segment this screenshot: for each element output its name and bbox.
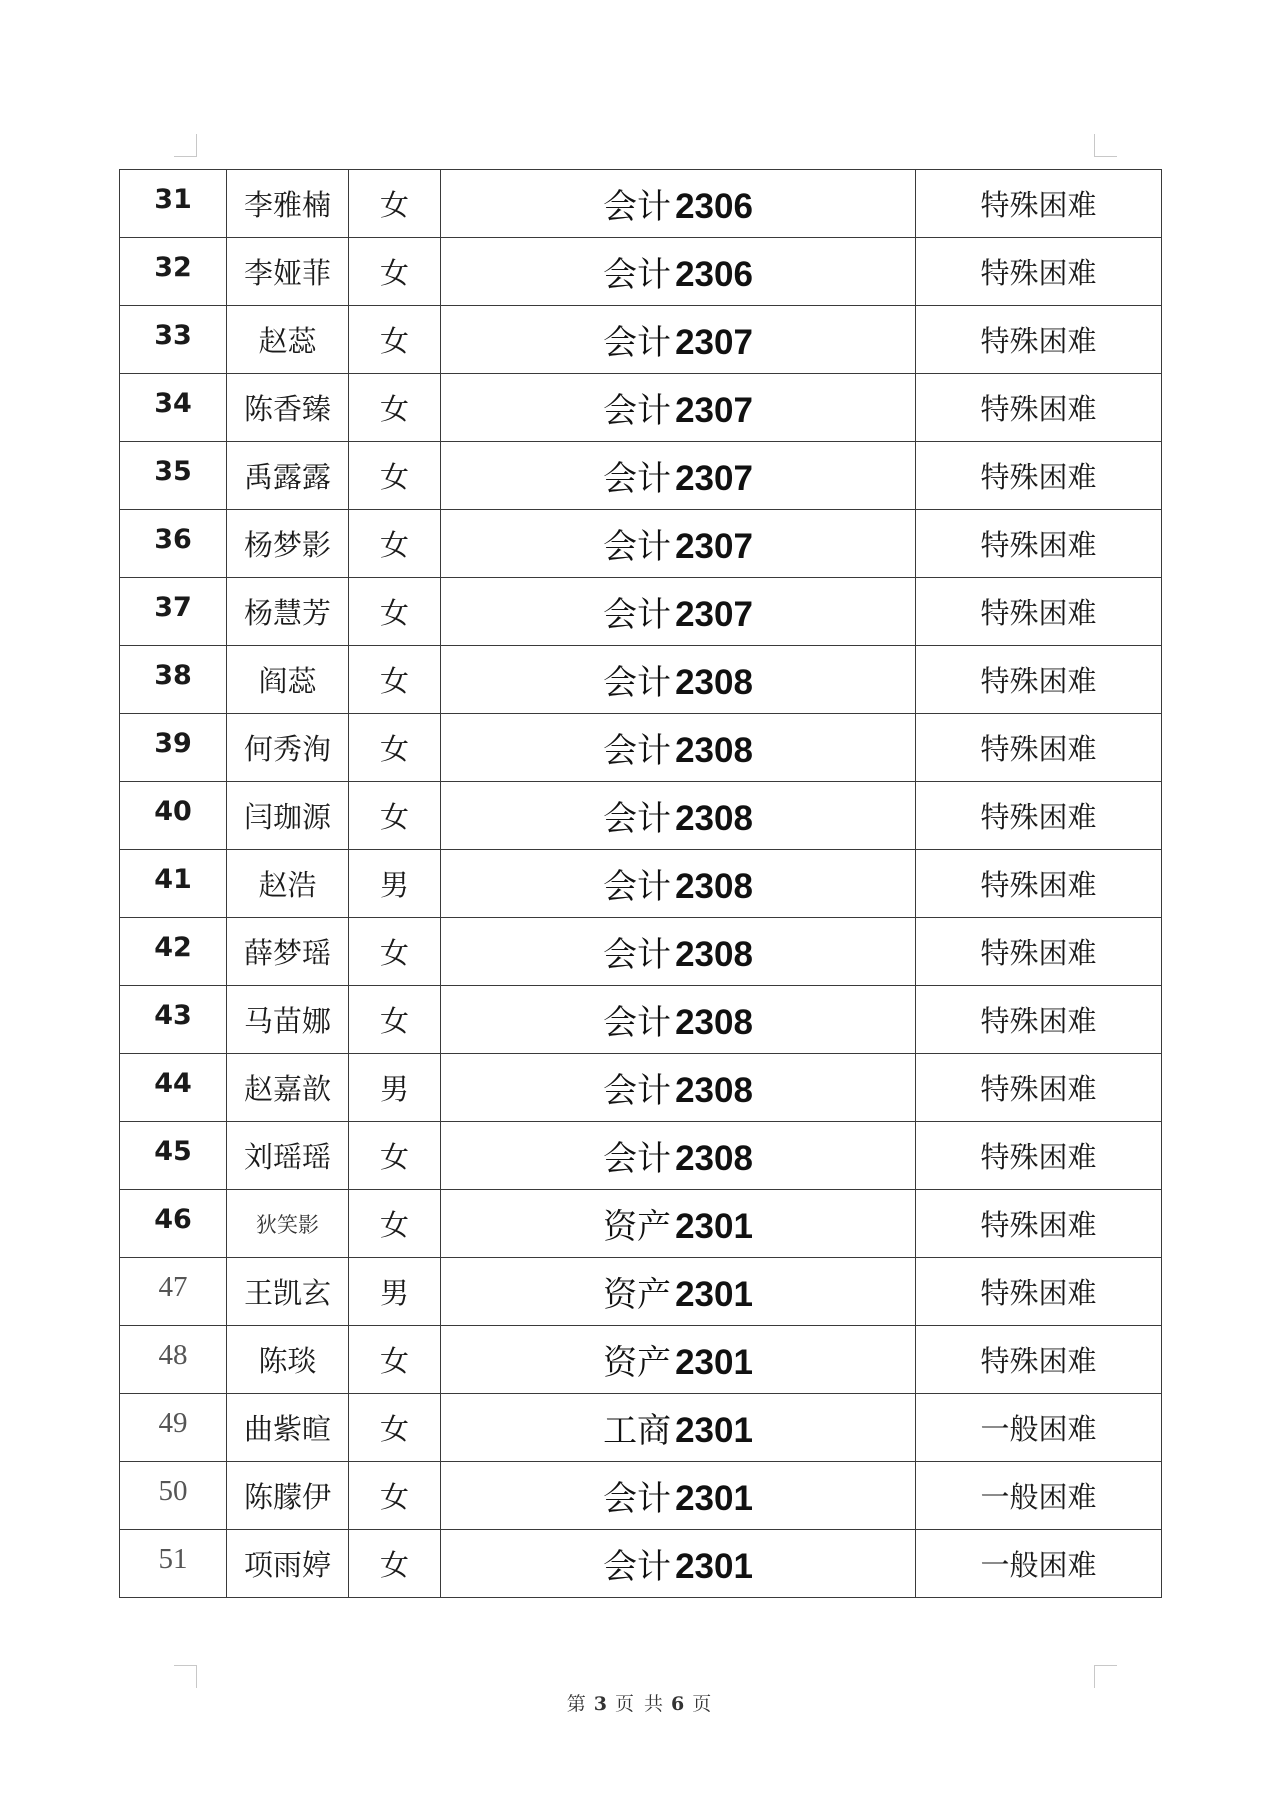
class-number: 2301 (675, 1411, 753, 1450)
student-gender: 女 (379, 800, 409, 834)
student-gender: 男 (379, 868, 409, 902)
student-gender: 女 (379, 1480, 409, 1514)
cell-number (120, 170, 227, 238)
cell-number (120, 306, 227, 374)
cell-gender (349, 1394, 441, 1462)
student-name: 阎蕊 (258, 664, 317, 698)
class-major: 资产 (603, 1275, 672, 1315)
student-gender: 女 (379, 188, 409, 222)
class-major: 会计 (603, 459, 672, 499)
student-gender: 女 (379, 1344, 409, 1378)
student-name: 何秀洵 (243, 732, 331, 766)
class-number: 2308 (675, 1139, 753, 1178)
cell-name (227, 646, 349, 714)
class-label (603, 799, 753, 839)
difficulty-level: 特殊困难 (980, 1276, 1097, 1310)
cell-gender (349, 782, 441, 850)
cell-class (441, 646, 916, 714)
cell-gender (349, 374, 441, 442)
student-gender: 女 (379, 392, 409, 426)
cell-name (227, 578, 349, 646)
class-major: 会计 (603, 323, 672, 363)
class-number: 2307 (675, 391, 753, 430)
cell-name (227, 1054, 349, 1122)
cell-name (227, 1190, 349, 1258)
cell-name (227, 1258, 349, 1326)
cell-gender (349, 1054, 441, 1122)
table-row (120, 306, 1162, 374)
table-row (120, 442, 1162, 510)
student-name: 陈香臻 (243, 392, 331, 426)
total-page-count: 6 (671, 1693, 687, 1715)
student-roster-table (119, 169, 1162, 1598)
row-number: 48 (158, 1339, 188, 1371)
cell-number (120, 238, 227, 306)
difficulty-level: 特殊困难 (980, 1208, 1097, 1242)
class-major: 会计 (603, 935, 672, 975)
table-row (120, 646, 1162, 714)
cell-class (441, 578, 916, 646)
cell-class (441, 782, 916, 850)
row-number: 43 (154, 1000, 192, 1031)
student-name: 闫珈源 (243, 800, 331, 834)
class-number: 2307 (675, 527, 753, 566)
difficulty-level: 一般困难 (980, 1412, 1097, 1446)
class-number: 2308 (675, 867, 753, 906)
class-major: 会计 (603, 1547, 672, 1587)
class-major: 会计 (603, 867, 672, 907)
table-row (120, 1394, 1162, 1462)
row-number: 31 (154, 184, 192, 215)
cell-class (441, 1190, 916, 1258)
cell-number (120, 1326, 227, 1394)
student-name: 禹露露 (243, 460, 331, 494)
student-name: 赵嘉歆 (243, 1072, 331, 1106)
cell-number (120, 374, 227, 442)
crop-mark-top-left (174, 134, 197, 157)
crop-mark-bottom-left (174, 1665, 197, 1688)
student-gender: 女 (379, 1412, 409, 1446)
cell-level (916, 1326, 1162, 1394)
class-number: 2307 (675, 595, 753, 634)
cell-gender (349, 850, 441, 918)
difficulty-level: 特殊困难 (980, 392, 1097, 426)
cell-number (120, 1530, 227, 1598)
cell-class (441, 1394, 916, 1462)
student-name: 赵浩 (258, 868, 317, 902)
difficulty-level: 特殊困难 (980, 1344, 1097, 1378)
cell-level (916, 578, 1162, 646)
class-major: 会计 (603, 799, 672, 839)
student-name: 薛梦瑶 (243, 936, 331, 970)
student-gender: 女 (379, 1548, 409, 1582)
row-number: 34 (154, 388, 192, 419)
student-gender: 女 (379, 1004, 409, 1038)
row-number: 49 (158, 1407, 188, 1439)
class-label (603, 187, 753, 227)
cell-level (916, 170, 1162, 238)
difficulty-level: 特殊困难 (980, 800, 1097, 834)
cell-gender (349, 1190, 441, 1258)
class-major: 资产 (603, 1207, 672, 1247)
student-name: 李娅菲 (243, 256, 331, 290)
cell-gender (349, 1530, 441, 1598)
cell-name (227, 1122, 349, 1190)
cell-gender (349, 714, 441, 782)
footer-prefix: 第 (566, 1693, 588, 1715)
cell-class (441, 238, 916, 306)
student-name: 陈琰 (258, 1344, 317, 1378)
class-number: 2308 (675, 935, 753, 974)
class-number: 2301 (675, 1343, 753, 1382)
cell-level (916, 1054, 1162, 1122)
cell-class (441, 374, 916, 442)
difficulty-level: 特殊困难 (980, 664, 1097, 698)
footer-middle: 页 共 (614, 1693, 666, 1715)
class-number: 2306 (675, 187, 753, 226)
roster-body (120, 170, 1162, 1598)
cell-level (916, 714, 1162, 782)
student-gender: 女 (379, 664, 409, 698)
class-number: 2308 (675, 1003, 753, 1042)
crop-mark-top-right (1094, 134, 1117, 157)
row-number: 35 (154, 456, 192, 487)
cell-name (227, 1394, 349, 1462)
student-gender: 女 (379, 528, 409, 562)
student-gender: 男 (379, 1276, 409, 1310)
row-number: 47 (158, 1271, 188, 1303)
cell-gender (349, 442, 441, 510)
class-number: 2301 (675, 1207, 753, 1246)
cell-name (227, 170, 349, 238)
cell-level (916, 442, 1162, 510)
class-number: 2301 (675, 1479, 753, 1518)
difficulty-level: 一般困难 (980, 1548, 1097, 1582)
cell-class (441, 1462, 916, 1530)
difficulty-level: 特殊困难 (980, 256, 1097, 290)
student-gender: 女 (379, 1140, 409, 1174)
class-label (603, 527, 753, 567)
class-major: 会计 (603, 1003, 672, 1043)
row-number: 33 (154, 320, 192, 351)
cell-class (441, 714, 916, 782)
cell-level (916, 1122, 1162, 1190)
cell-number (120, 1190, 227, 1258)
table-row (120, 374, 1162, 442)
cell-gender (349, 986, 441, 1054)
cell-gender (349, 170, 441, 238)
class-number: 2307 (675, 323, 753, 362)
class-major: 资产 (603, 1343, 672, 1383)
student-gender: 男 (379, 1072, 409, 1106)
class-number: 2301 (675, 1275, 753, 1314)
difficulty-level: 特殊困难 (980, 596, 1097, 630)
class-number: 2308 (675, 731, 753, 770)
student-name: 马苗娜 (243, 1004, 331, 1038)
cell-class (441, 850, 916, 918)
difficulty-level: 特殊困难 (980, 1072, 1097, 1106)
cell-class (441, 510, 916, 578)
page-footer (0, 1689, 1280, 1716)
cell-gender (349, 510, 441, 578)
cell-class (441, 1258, 916, 1326)
cell-level (916, 986, 1162, 1054)
difficulty-level: 特殊困难 (980, 528, 1097, 562)
cell-level (916, 850, 1162, 918)
student-gender: 女 (379, 1208, 409, 1242)
class-number: 2308 (675, 799, 753, 838)
cell-name (227, 714, 349, 782)
student-name: 刘瑶瑶 (243, 1140, 331, 1174)
cell-class (441, 1122, 916, 1190)
row-number: 36 (154, 524, 192, 555)
cell-class (441, 1054, 916, 1122)
cell-gender (349, 1326, 441, 1394)
student-gender: 女 (379, 936, 409, 970)
table-row (120, 238, 1162, 306)
class-major: 会计 (603, 255, 672, 295)
cell-name (227, 1530, 349, 1598)
table-row (120, 170, 1162, 238)
class-label (603, 1411, 753, 1451)
table-row (120, 918, 1162, 986)
row-number: 41 (154, 864, 192, 895)
table-row (120, 510, 1162, 578)
table-row (120, 1326, 1162, 1394)
class-major: 会计 (603, 187, 672, 227)
row-number: 44 (154, 1068, 192, 1099)
class-label (603, 1003, 753, 1043)
cell-class (441, 918, 916, 986)
cell-number (120, 782, 227, 850)
cell-class (441, 1530, 916, 1598)
row-number: 46 (154, 1204, 192, 1235)
cell-name (227, 1462, 349, 1530)
cell-number (120, 850, 227, 918)
class-major: 会计 (603, 1479, 672, 1519)
table-row (120, 714, 1162, 782)
table-row (120, 1054, 1162, 1122)
cell-gender (349, 578, 441, 646)
cell-number (120, 578, 227, 646)
class-number: 2306 (675, 255, 753, 294)
cell-name (227, 986, 349, 1054)
class-major: 会计 (603, 663, 672, 703)
cell-name (227, 918, 349, 986)
class-major: 会计 (603, 527, 672, 567)
cell-class (441, 442, 916, 510)
cell-gender (349, 1462, 441, 1530)
table-row (120, 782, 1162, 850)
difficulty-level: 特殊困难 (980, 1140, 1097, 1174)
cell-number (120, 986, 227, 1054)
footer-suffix: 页 (692, 1693, 714, 1715)
difficulty-level: 特殊困难 (980, 936, 1097, 970)
cell-number (120, 510, 227, 578)
row-number: 45 (154, 1136, 192, 1167)
class-label (603, 255, 753, 295)
student-gender: 女 (379, 596, 409, 630)
row-number: 38 (154, 660, 192, 691)
class-number: 2308 (675, 663, 753, 702)
class-number: 2301 (675, 1547, 753, 1586)
table-row (120, 850, 1162, 918)
difficulty-level: 特殊困难 (980, 324, 1097, 358)
crop-mark-bottom-right (1094, 1665, 1117, 1688)
student-name: 项雨婷 (243, 1548, 331, 1582)
cell-number (120, 442, 227, 510)
student-name: 杨梦影 (243, 528, 331, 562)
class-major: 会计 (603, 731, 672, 771)
student-gender: 女 (379, 732, 409, 766)
class-major: 工商 (603, 1411, 672, 1451)
difficulty-level: 特殊困难 (980, 1004, 1097, 1038)
class-label (603, 1139, 753, 1179)
student-name: 杨慧芳 (243, 596, 331, 630)
difficulty-level: 特殊困难 (980, 868, 1097, 902)
student-name: 曲紫暄 (243, 1412, 331, 1446)
difficulty-level: 一般困难 (980, 1480, 1097, 1514)
cell-number (120, 714, 227, 782)
class-label (603, 1547, 753, 1587)
row-number: 42 (154, 932, 192, 963)
table-row (120, 1258, 1162, 1326)
class-label (603, 1275, 753, 1315)
cell-number (120, 1122, 227, 1190)
class-major: 会计 (603, 1071, 672, 1111)
student-name: 狄笑影 (256, 1212, 319, 1237)
class-label (603, 1343, 753, 1383)
student-name: 李雅楠 (243, 188, 331, 222)
cell-number (120, 1054, 227, 1122)
cell-name (227, 374, 349, 442)
cell-level (916, 918, 1162, 986)
class-major: 会计 (603, 1139, 672, 1179)
cell-class (441, 306, 916, 374)
cell-level (916, 782, 1162, 850)
class-label (603, 1207, 753, 1247)
cell-name (227, 238, 349, 306)
class-label (603, 731, 753, 771)
student-name: 赵蕊 (258, 324, 317, 358)
class-number: 2307 (675, 459, 753, 498)
class-major: 会计 (603, 391, 672, 431)
class-number: 2308 (675, 1071, 753, 1110)
cell-number (120, 1258, 227, 1326)
table-row (120, 986, 1162, 1054)
cell-level (916, 1394, 1162, 1462)
student-gender: 女 (379, 324, 409, 358)
student-name: 王凯玄 (243, 1276, 331, 1310)
cell-name (227, 850, 349, 918)
cell-level (916, 646, 1162, 714)
row-number: 40 (154, 796, 192, 827)
cell-level (916, 1258, 1162, 1326)
class-label (603, 663, 753, 703)
cell-class (441, 1326, 916, 1394)
student-gender: 女 (379, 256, 409, 290)
row-number: 50 (158, 1475, 188, 1507)
cell-number (120, 1462, 227, 1530)
class-label (603, 391, 753, 431)
cell-number (120, 646, 227, 714)
cell-gender (349, 1258, 441, 1326)
cell-name (227, 782, 349, 850)
cell-gender (349, 238, 441, 306)
class-label (603, 867, 753, 907)
row-number: 32 (154, 252, 192, 283)
difficulty-level: 特殊困难 (980, 460, 1097, 494)
class-label (603, 1071, 753, 1111)
difficulty-level: 特殊困难 (980, 732, 1097, 766)
cell-name (227, 1326, 349, 1394)
table-row (120, 1462, 1162, 1530)
cell-gender (349, 1122, 441, 1190)
class-major: 会计 (603, 595, 672, 635)
class-label (603, 1479, 753, 1519)
table-row (120, 578, 1162, 646)
cell-number (120, 918, 227, 986)
class-label (603, 595, 753, 635)
class-label (603, 935, 753, 975)
cell-level (916, 238, 1162, 306)
cell-number (120, 1394, 227, 1462)
difficulty-level: 特殊困难 (980, 188, 1097, 222)
cell-level (916, 1462, 1162, 1530)
cell-class (441, 986, 916, 1054)
cell-name (227, 442, 349, 510)
cell-level (916, 374, 1162, 442)
row-number: 51 (158, 1543, 188, 1575)
cell-gender (349, 918, 441, 986)
cell-name (227, 510, 349, 578)
cell-name (227, 306, 349, 374)
cell-level (916, 306, 1162, 374)
cell-gender (349, 306, 441, 374)
cell-level (916, 510, 1162, 578)
table-row (120, 1122, 1162, 1190)
row-number: 39 (154, 728, 192, 759)
student-name: 陈朦伊 (243, 1480, 331, 1514)
table-row (120, 1530, 1162, 1598)
class-label (603, 459, 753, 499)
student-gender: 女 (379, 460, 409, 494)
current-page-number: 3 (593, 1693, 609, 1715)
class-label (603, 323, 753, 363)
cell-level (916, 1190, 1162, 1258)
table-row (120, 1190, 1162, 1258)
cell-gender (349, 646, 441, 714)
cell-level (916, 1530, 1162, 1598)
row-number: 37 (154, 592, 192, 623)
cell-class (441, 170, 916, 238)
